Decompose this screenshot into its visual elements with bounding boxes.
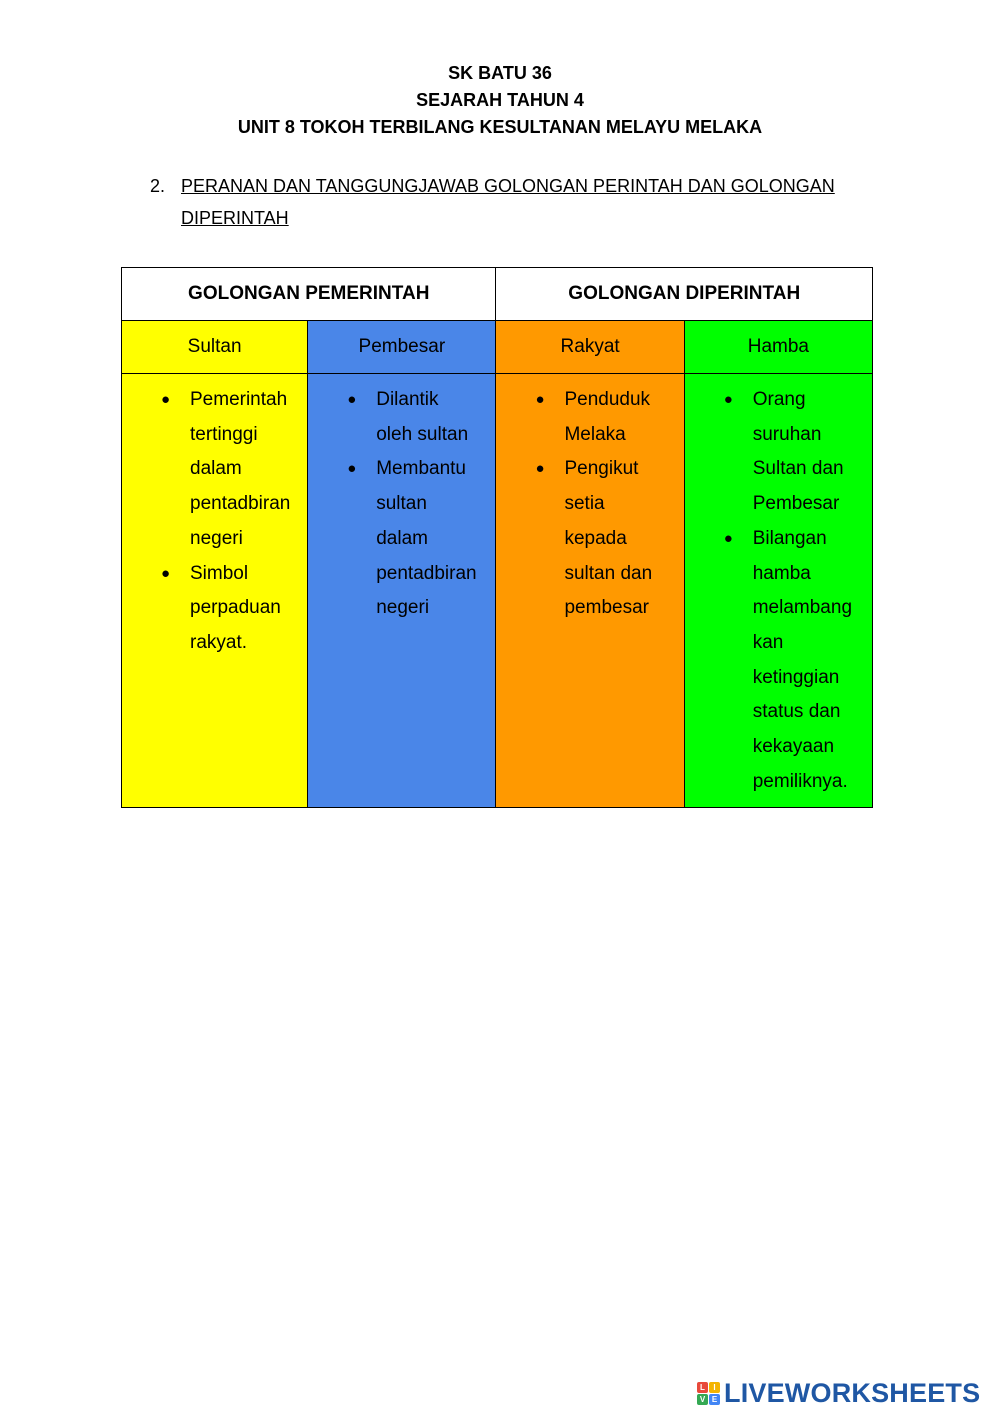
bullet-icon: ●	[723, 529, 733, 547]
subject-title: SEJARAH TAHUN 4	[416, 90, 584, 110]
hamba-points	[685, 374, 872, 799]
rakyat-cell	[496, 374, 684, 808]
pembesar-points	[308, 374, 495, 626]
logo-mark-icon: L I V E	[697, 1382, 720, 1405]
pembesar-cell	[308, 374, 496, 808]
bullet-icon: ●	[161, 564, 171, 582]
school-name: SK BATU 36	[448, 63, 552, 83]
column-header-rakyat: Rakyat	[496, 321, 684, 374]
question-number: 2.	[150, 176, 166, 196]
group-header-row	[122, 268, 873, 321]
bullet-icon: ●	[347, 460, 357, 478]
sultan-points	[122, 374, 307, 661]
bullet-point: ● Dilantik oleh sultan	[308, 383, 489, 452]
unit-title: UNIT 8 TOKOH TERBILANG KESULTANAN MELAYU MELAKA	[237, 117, 763, 137]
bullet-icon: ●	[347, 391, 357, 408]
hamba-cell	[684, 374, 872, 808]
column-header-pembesar: Pembesar	[308, 321, 496, 374]
roles-table	[121, 267, 873, 808]
bullet-point: ● Penduduk Melaka	[496, 383, 677, 452]
logo-text: LIVEWORKSHEETS	[724, 1377, 981, 1408]
bullet-point: ● Simbol perpaduan rakyat.	[122, 557, 301, 661]
bullet-point: ● Membantu sultan dalam pentadbiran negeri	[308, 452, 489, 626]
bullet-point: ● Pengikut setia kepada sultan dan pembesar	[496, 452, 677, 626]
column-header-sultan: Sultan	[122, 321, 308, 374]
bullet-icon: ●	[723, 391, 733, 408]
column-header-row	[122, 321, 873, 374]
group-header-diperintah: GOLONGAN DIPERINTAH	[496, 268, 873, 321]
document-header	[0, 60, 1000, 141]
bullet-point: ● Pemerintah tertinggi dalam pentadbiran negeri	[122, 383, 301, 557]
bullet-icon: ●	[161, 391, 171, 408]
column-header-hamba: Hamba	[684, 321, 872, 374]
liveworksheets-logo	[697, 1376, 980, 1410]
rakyat-points	[496, 374, 683, 626]
question-text: PERANAN DAN TANGGUNGJAWAB GOLONGAN PERINTAH DAN GOLONGAN DIPERINTAH	[181, 176, 835, 228]
bullet-icon: ●	[535, 391, 545, 408]
sultan-cell	[122, 374, 308, 808]
question-heading	[150, 170, 870, 234]
content-row	[122, 374, 873, 808]
bullet-icon: ●	[535, 460, 545, 478]
bullet-point: ● Bilangan hamba melambang kan ketinggian status dan kekayaan pemiliknya.	[685, 522, 866, 800]
group-header-pemerintah: GOLONGAN PEMERINTAH	[122, 268, 496, 321]
bullet-point: ● Orang suruhan Sultan dan Pembesar	[685, 383, 866, 522]
